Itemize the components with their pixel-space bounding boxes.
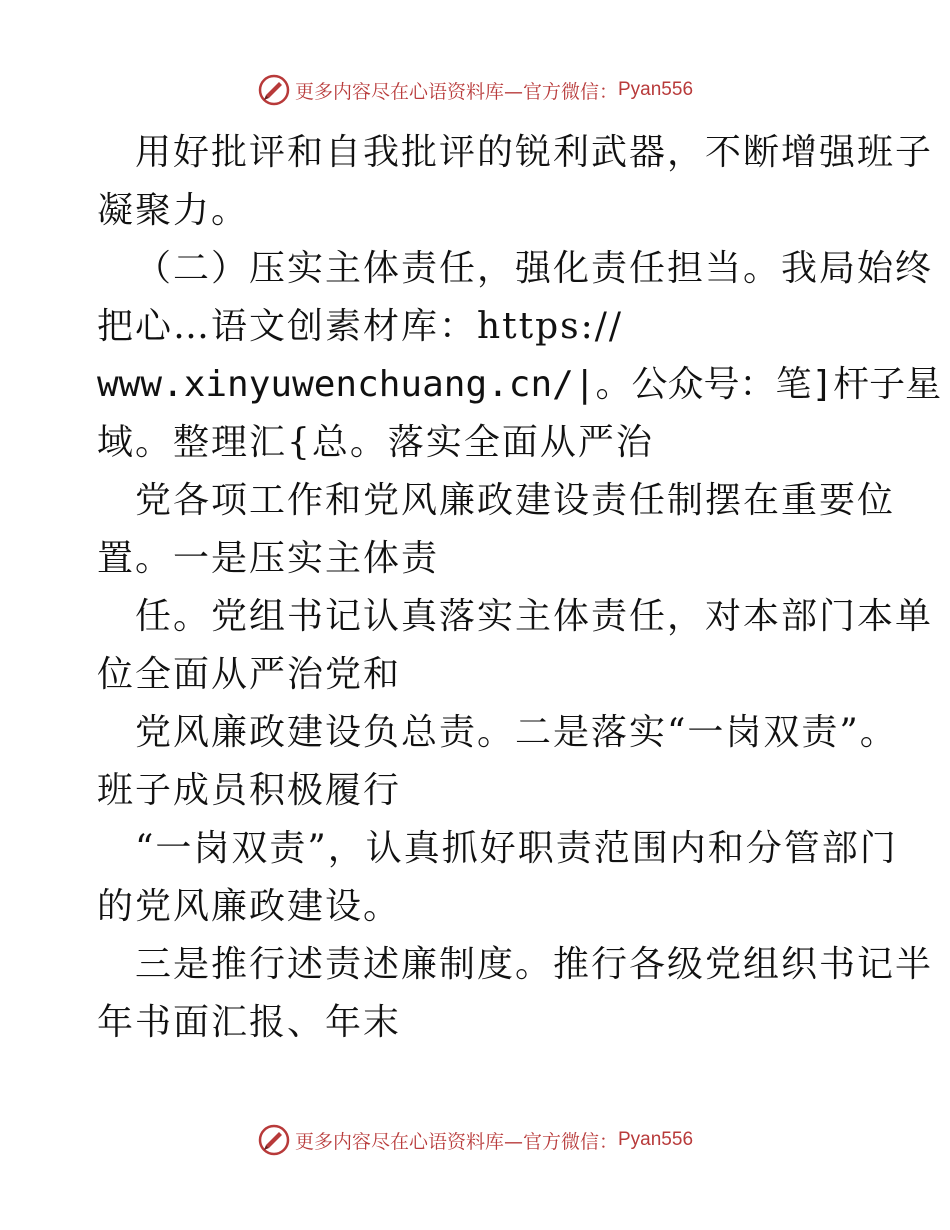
- brand-logo-icon: [257, 1123, 291, 1157]
- text-line: 党各项工作和党风廉政建设责任制摆在重要位: [135, 480, 896, 521]
- text-line: 位全面从严治党和: [97, 654, 402, 695]
- text-line: 党风廉政建设负总责。二是落实“一岗双责”。: [135, 712, 898, 753]
- text-line: www.xinyuwenchuang.cn/|。公众号：笔]杆子星: [97, 364, 942, 405]
- footer-watermark: [0, 1120, 950, 1160]
- text-line: 班子成员积极履行: [97, 770, 402, 811]
- text-line: “一岗双责”，认真抓好职责范围内和分管部门: [135, 828, 898, 869]
- text-line: 置。一是压实主体责: [97, 538, 440, 579]
- text-line: 任。党组书记认真落实主体责任，对本部门本单: [135, 596, 934, 637]
- brand-logo-icon: [257, 73, 291, 107]
- text-line: （二）压实主体责任，强化责任担当。我局始终: [135, 248, 934, 289]
- document-body: [97, 124, 942, 1052]
- text-line: 凝聚力。: [97, 190, 250, 231]
- text-line: 年书面汇报、年末: [97, 1002, 402, 1043]
- watermark-text: 更多内容尽在心语资料库—官方微信：: [294, 1130, 618, 1153]
- watermark-wechat-id: Pyan556: [618, 79, 694, 100]
- watermark-wechat-id: Pyan556: [618, 1129, 694, 1150]
- text-line: 域。整理汇{总。落实全面从严治: [97, 422, 654, 463]
- text-line: 用好批评和自我批评的锐利武器，不断增强班子: [135, 132, 934, 173]
- text-line: 把心…语文创素材库：https://: [97, 306, 624, 347]
- text-line: 的党风廉政建设。: [97, 886, 402, 927]
- watermark-text: 更多内容尽在心语资料库—官方微信：: [294, 80, 618, 103]
- text-line: 三是推行述责述廉制度。推行各级党组织书记半: [135, 944, 934, 985]
- header-watermark: [0, 70, 950, 110]
